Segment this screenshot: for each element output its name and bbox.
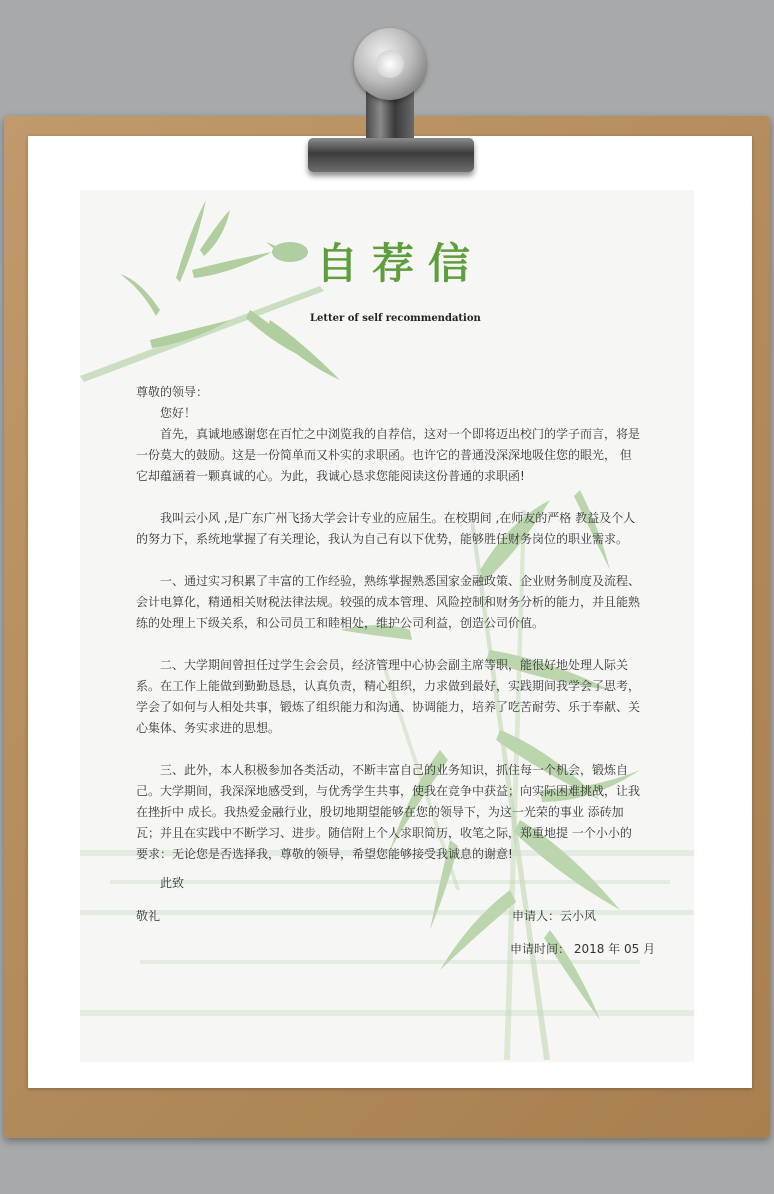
salutation: 尊敬的领导： bbox=[136, 385, 209, 399]
applicant-name: 申请人：云小风 bbox=[512, 909, 597, 923]
binder-clip-base bbox=[308, 138, 474, 172]
closing-text: 此致 bbox=[160, 876, 185, 890]
paragraph-student-council: 二、大学期间曾担任过学生会会员，经济管理中心协会副主席等职，能很好地处理人际关系。在工作上能做到勤勤恳恳，认真负责，精心组织，力求做到最好，实践期间我学会了思考，学会了如何与人相处共事，锻炼了组织能力和沟通、协调能力，培养了吃苦耐劳、乐于奉献、关心集体、务实求进的思想。 bbox=[136, 658, 641, 735]
paragraph-experience: 一、通过实习积累了丰富的工作经验，熟练掌握熟悉国家金融政策、企业财务制度及流程、会计电算化，精通相关财税法律法规。较强的成本管理、风险控制和财务分析的能力，并且能熟练的处理上下级关系，和公司员工和睦相处，维护公司利益，创造公司价值。 bbox=[136, 574, 641, 630]
letter-body bbox=[136, 382, 642, 865]
greeting: 您好！ bbox=[160, 406, 197, 420]
letter-title: 自荐信 bbox=[316, 239, 485, 288]
paragraph-intro: 首先，真诚地感谢您在百忙之中浏览我的自荐信，这对一个即将迈出校门的学子而言，将是一份莫大的鼓励。这是一份简单而又朴实的求职函。也许它的普通没深深地吸住您的眼光， 但它却蕴涵着一颗真诚的心。为此，我诚心恳求您能阅读这份普通的求职函! bbox=[136, 427, 641, 483]
regards-text: 敬礼 bbox=[136, 909, 161, 923]
letter-subtitle: Letter of self recommendation bbox=[310, 313, 481, 324]
application-date: 申请时间： 2018 年 05 月 bbox=[510, 942, 656, 956]
paragraph-activities: 三、此外，本人积极参加各类活动，不断丰富自己的业务知识，抓住每一个机会，锻炼自己。大学期间，我深深地感受到，与优秀学生共事，使我在竞争中获益；向实际困难挑战，让我在挫折中 成长。我热爱金融行业，殷切地期望能够在您的领导下，为这一光荣的事业 添砖加瓦；并且在实践中不断学习、进步。随信附上个人求职简历，收笔之际，郑重地提 一个小小的要求：无论您是否选择我，尊敬的领导，希望您能够接受我诚息的谢意! bbox=[136, 763, 641, 861]
binder-clip-hole bbox=[376, 50, 404, 78]
paragraph-self-introduction: 我叫云小风 ,是广东广州飞扬大学会计专业的应届生。在校期间 ,在师友的严格 教益及个人的努力下，系统地掌握了有关理论，我认为自己有以下优势，能够胜任财务岗位的职业需求。 bbox=[136, 511, 636, 546]
